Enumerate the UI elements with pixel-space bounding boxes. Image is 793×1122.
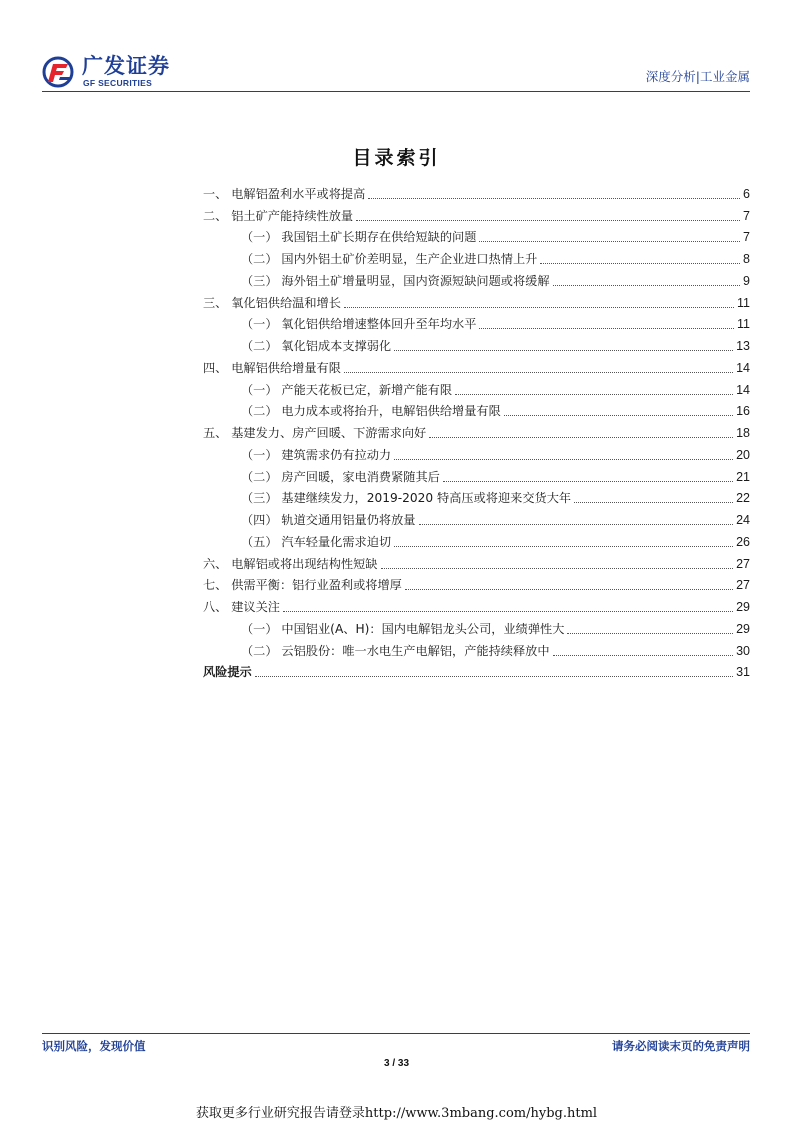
toc-entry-page: 27 [736,556,750,571]
toc-entry-page: 21 [736,469,750,484]
toc-section-entry[interactable] [203,180,750,202]
toc-entry-title: （二） 电力成本或将抬升，电解铝供给增量有限 [241,404,501,419]
toc-section-entry[interactable] [203,550,750,572]
toc-entry-title: （二） 房产回暖，家电消费紧随其后 [241,469,440,484]
toc-section-entry[interactable] [203,419,750,441]
toc-entry-page: 24 [736,513,750,527]
toc-entry-title: 四、 电解铝供给增量有限 [203,360,341,375]
toc-entry-title: （四） 轨道交通用铝量仍将放量 [241,513,416,527]
toc-entry-title: （一） 产能天花板已定，新增产能有限 [241,382,453,397]
footer-slogan: 识别风险，发现价值 [42,1039,146,1053]
toc-subsection-entry[interactable] [203,441,750,463]
toc-entry-title: （一） 中国铝业(A、H)：国内电解铝龙头公司，业绩弹性大 [241,621,565,636]
download-note: 获取更多行业研究报告请登录http://www.3mbang.com/hybg.html [195,1106,598,1121]
toc-entry-page: 13 [736,339,750,353]
toc-entry-page: 11 [737,295,750,310]
toc-subsection-entry[interactable] [203,245,750,267]
toc-entry-page: 30 [736,643,750,658]
header-divider [42,91,750,92]
toc-section-entry[interactable] [203,593,750,615]
toc-entry-title: （二） 国内外铝土矿价差明显，生产企业进口热情上升 [241,252,538,266]
toc-entry-page: 14 [736,360,750,375]
toc-entry-page: 29 [736,600,750,614]
toc-dot-leader [540,263,740,264]
toc-dot-leader [455,394,733,395]
toc-subsection-entry[interactable] [203,615,750,637]
toc-section-entry[interactable] [203,202,750,224]
toc-entry-title: 六、 电解铝或将出现结构性短缺 [203,556,378,571]
toc-entry-title: 风险提示 [203,665,252,680]
toc-entry-title: （五） 汽车轻量化需求迫切 [241,534,392,549]
toc-entry-title: 三、 氧化铝供给温和增长 [203,295,341,310]
report-type: 深度分析|工业金属 [645,69,750,84]
toc-subsection-entry[interactable] [203,267,750,289]
gf-logo-icon [42,56,76,88]
toc-dot-leader [504,415,733,416]
page-number: 3 / 33 [383,1058,410,1069]
toc-entry-title: 五、 基建发力、房产回暖、下游需求向好 [203,426,427,440]
toc-dot-leader [567,633,733,634]
toc-subsection-entry[interactable] [203,463,750,485]
toc-dot-leader [255,676,733,677]
toc-dot-leader [394,546,733,547]
toc-subsection-entry[interactable] [203,485,750,507]
toc-dot-leader [419,524,734,525]
toc-subsection-entry[interactable] [203,506,750,528]
toc-entry-page: 20 [736,447,750,462]
page-header [42,54,750,94]
toc-entry-title: 二、 铝土矿产能持续性放量 [203,208,354,223]
toc-entry-title: （三） 基建继续发力，2019-2020 特高压或将迎来交货大年 [241,491,572,506]
toc-entry-title: （二） 云铝股份：唯一水电生产电解铝，产能持续释放中 [241,643,550,658]
toc-subsection-entry[interactable] [203,637,750,659]
footer-divider [42,1033,750,1034]
toc-entry-title: （一） 建筑需求仍有拉动力 [241,447,392,462]
toc-entry-page: 9 [743,273,750,288]
logo-english-name: GF SECURITIES [83,78,153,88]
toc-subsection-entry[interactable] [203,528,750,550]
toc-entry-page: 8 [743,252,750,266]
toc-subsection-entry[interactable] [203,398,750,420]
toc-section-entry[interactable] [203,659,750,681]
toc-entry-title: 一、 电解铝盈利水平或将提高 [203,186,366,201]
toc-title: 目录索引 [352,147,441,169]
toc-dot-leader [381,568,734,569]
toc-dot-leader [479,328,734,329]
gf-logo [42,54,212,90]
toc-entry-title: （一） 氧化铝供给增速整体回升至年均水平 [241,317,477,332]
toc-entry-title: 八、 建议关注 [203,600,280,614]
toc-subsection-entry[interactable] [203,224,750,246]
toc-entry-page: 7 [743,230,750,245]
logo-chinese-name: 广发证券 [82,54,170,78]
toc-entry-title: 七、 供需平衡：铝行业盈利或将增厚 [203,578,402,593]
toc-subsection-entry[interactable] [203,332,750,354]
toc-entry-title: （三） 海外铝土矿增量明显，国内资源短缺问题或将缓解 [241,273,550,288]
toc-section-entry[interactable] [203,572,750,594]
toc-dot-leader [553,655,734,656]
toc-dot-leader [574,502,733,503]
toc-dot-leader [368,198,740,199]
toc-subsection-entry[interactable] [203,376,750,398]
toc-dot-leader [344,372,733,373]
toc-entry-page: 31 [736,665,750,680]
toc-dot-leader [356,220,740,221]
toc-entry-page: 14 [736,382,750,397]
toc-dot-leader [443,481,733,482]
table-of-contents [203,180,750,680]
toc-subsection-entry[interactable] [203,311,750,333]
toc-entry-page: 11 [737,317,750,332]
toc-section-entry[interactable] [203,289,750,311]
toc-entry-page: 18 [736,426,750,440]
toc-dot-leader [479,241,740,242]
toc-entry-page: 16 [736,404,750,419]
toc-entry-page: 6 [743,186,750,201]
toc-dot-leader [405,589,733,590]
toc-section-entry[interactable] [203,354,750,376]
toc-dot-leader [394,350,733,351]
toc-entry-title: （一） 我国铝土矿长期存在供给短缺的问题 [241,230,477,245]
toc-entry-page: 26 [736,534,750,549]
toc-dot-leader [394,459,733,460]
toc-entry-title: （二） 氧化铝成本支撑弱化 [241,339,392,353]
toc-entry-page: 7 [743,208,750,223]
toc-dot-leader [553,285,740,286]
toc-dot-leader [344,307,734,308]
footer-disclaimer-note: 请务必阅读末页的免责声明 [612,1039,750,1053]
toc-entry-page: 27 [736,578,750,593]
toc-entry-page: 22 [736,491,750,506]
toc-entry-page: 29 [736,621,750,636]
toc-dot-leader [429,437,733,438]
toc-dot-leader [283,611,733,612]
